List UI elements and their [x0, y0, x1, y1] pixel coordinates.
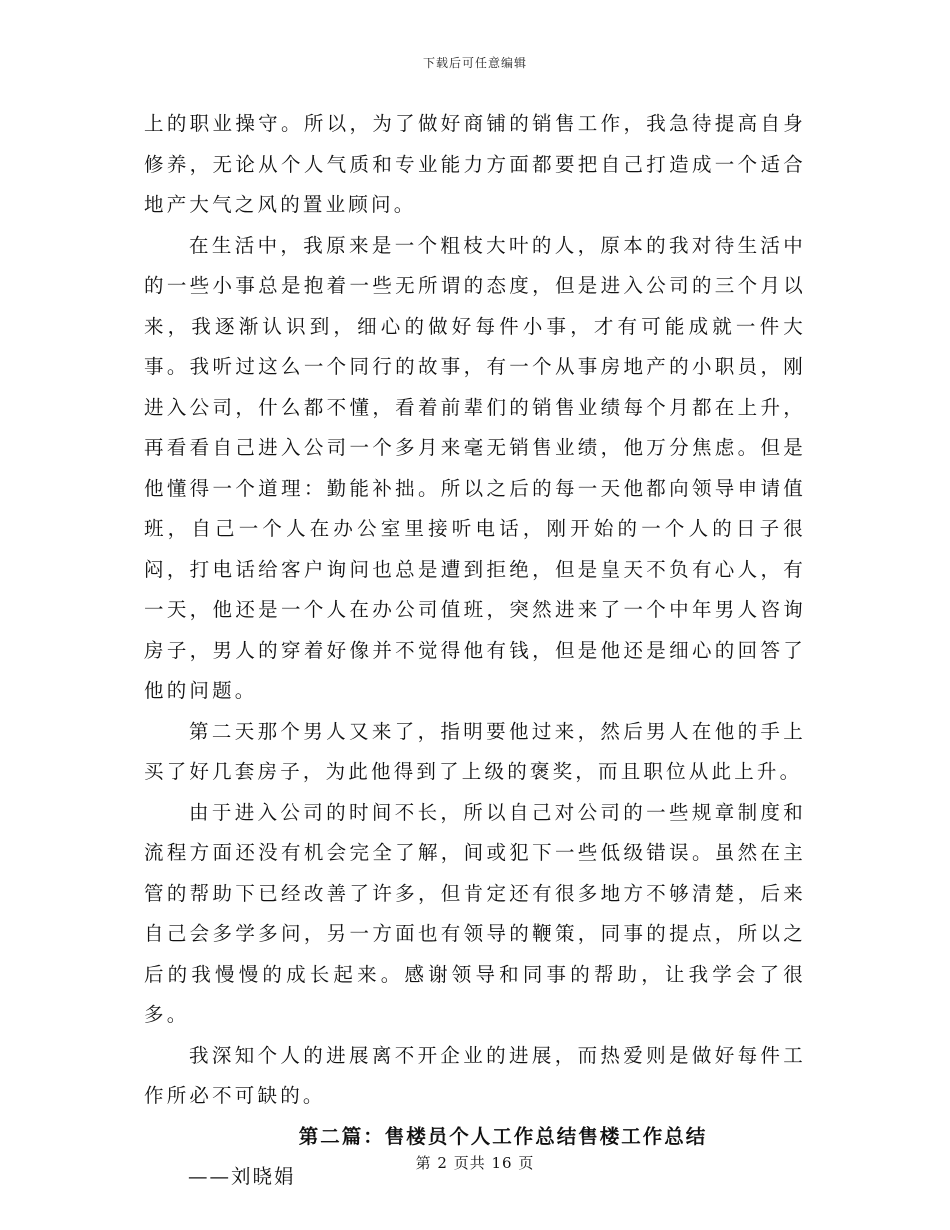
page-header: 下载后可任意编辑 — [422, 56, 527, 70]
paragraph: 由于进入公司的时间不长，所以自己对公司的一些规章制度和流程方面还没有机会完全了解，间或犯下一些低级错误。虽然在主管的帮助下已经改善了许多，但肯定还有很多地方不够清楚，后来自己会多学多问，另一方面也有领导的鞭策，同事的提点，所以之后的我慢慢的成长起来。感谢领导和同事的帮助，让我学会了很多。 — [144, 800, 806, 1026]
author-line: ——刘晓娟 — [188, 1165, 296, 1188]
paragraph: 我深知个人的进展离不开企业的进展，而热爱则是做好每件工作所必不可缺的。 — [144, 1043, 806, 1107]
paragraph-continuation: 上的职业操守。所以，为了做好商铺的销售工作，我急待提高自身修养，无论从个人气质和专业能力方面都要把自己打造成一个适合地产大气之风的置业顾问。 — [144, 112, 806, 216]
section-title: 第二篇：售楼员个人工作总结售楼工作总结 — [298, 1124, 708, 1148]
paragraph: 第二天那个男人又来了，指明要他过来，然后男人在他的手上买了好几套房子，为此他得到了上级的褒奖，而且职位从此上升。 — [144, 719, 806, 783]
page-footer: 第 2 页共 16 页 — [415, 1154, 535, 1172]
paragraph: 在生活中，我原来是一个粗枝大叶的人，原本的我对待生活中的一些小事总是抱着一些无所谓的态度，但是进入公司的三个月以来，我逐渐认识到，细心的做好每件小事，才有可能成就一件大事。我听过这么一个同行的故事，有一个从事房地产的小职员，刚进入公司，什么都不懂，看着前辈们的销售业绩每个月都在上升，再看看自己进入公司一个多月来毫无销售业绩，他万分焦虑。但是他懂得一个道理：勤能补拙。所以之后的每一天他都向领导申请值班，自己一个人在办公室里接听电话，刚开始的一个人的日子很闷，打电话给客户询问也总是遭到拒绝，但是皇天不负有心人，有一天，他还是一个人在办公司值班，突然进来了一个中年男人咨询房子，男人的穿着好像并不觉得他有钱，但是他还是细心的回答了他的问题。 — [144, 233, 806, 702]
document-body — [144, 104, 806, 1198]
